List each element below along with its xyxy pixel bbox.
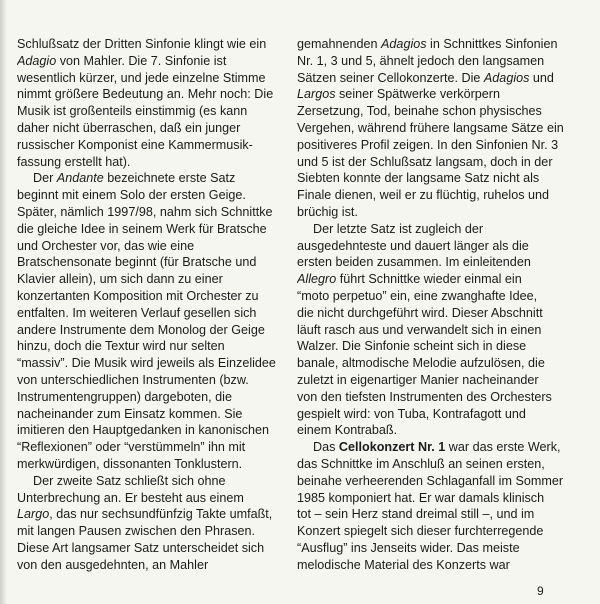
text-run: Bratschensonate beginnt (für Bratsche und [17,255,257,270]
text-run: die gleiche Idee in seinem Werk für Bratsche [17,221,267,236]
text-line [297,355,593,372]
text-run: Später, nämlich 1997/98, nahm sich Schnittke [17,204,273,219]
text-line [297,473,593,490]
text-run: russischer Komponist eine Kammermusik- [17,137,253,152]
text-run: von den ausgedehnten, an Mahler [17,557,209,572]
text-run: war das erste Werk, [445,440,561,455]
text-run: von den tiefsten Instrumenten des Orchesters [297,389,552,404]
text-line [17,473,287,490]
text-run: und Orchester vor, das wie eine [17,238,195,253]
text-line [17,170,287,187]
text-line [297,540,593,557]
italic-term: Adagios [381,37,427,51]
text-line [297,137,593,154]
text-line [297,557,593,574]
text-line [17,36,287,53]
text-line [17,137,287,154]
text-run: melodische Material des Konzerts war [297,557,510,572]
text-run: “massiv”. Die Musik wird jeweils als Einzelidee [17,356,276,371]
text-run: gemahnenden [297,37,382,51]
text-run: merkwürdigen, dissonanten Tonklustern. [17,456,243,471]
text-line [17,523,287,540]
left-text-column [17,36,287,574]
text-run: “Ausflug” ins Jenseits wider. Das meiste [297,540,520,555]
text-line [17,238,287,255]
binding-gutter-shadow [0,0,7,604]
text-line [297,406,593,423]
text-run: 1985 komponiert hat. Er war damals klinisch [297,490,545,505]
text-line [17,70,287,87]
text-run: hinzu, doch die Textur wird nur selten [17,339,225,354]
text-line [17,557,287,574]
text-run: Diese Art langsamer Satz unterscheidet sich [17,540,265,555]
text-line [17,288,287,305]
text-run: positiveres Profil zeigen. In den Sinfonien Nr. 3 [297,137,559,152]
text-run: tot – sein Herz stand dreimal still –, und im [297,507,535,522]
text-run: von Mahler. Die 7. Sinfonie ist [56,53,227,68]
text-run: Sätzen seiner Cellokonzerte. Die [297,70,484,85]
text-line [17,540,287,557]
text-run: Instrumentengruppen) dargeboten, die [17,389,232,404]
text-line [297,288,593,305]
text-line [297,204,593,221]
text-line [297,120,593,137]
text-line [297,187,593,204]
text-line [297,439,593,456]
text-run: seiner Spätwerke verkörpern [335,87,501,102]
text-run: Der zweite Satz schließt sich ohne [33,473,226,488]
text-run: Nr. 1, 3 und 5, ähnelt jedoch den langsamen [297,53,545,68]
text-line [297,254,593,271]
text-run: beinahe verheerenden Schlaganfall im Sommer [297,473,564,488]
text-run: von unterschiedlichen Instrumenten (bzw. [17,372,249,387]
text-line [297,103,593,120]
text-line [17,355,287,372]
text-line [297,271,593,288]
text-run: daher nicht überraschen, daß ein junger [17,120,241,135]
text-line [17,490,287,507]
text-line [297,506,593,523]
text-line [297,305,593,322]
italic-term: Andante [56,171,104,186]
text-run: Walzer. Die Sinfonie scheint sich in diese [297,339,527,354]
text-line [17,120,287,137]
text-run: ausgedehnteste und dauert länger als die [297,238,529,253]
text-line [297,338,593,355]
text-line [17,221,287,238]
text-line [297,154,593,171]
text-run: Das [313,440,339,455]
text-line [17,103,287,120]
right-text-column [297,36,593,574]
text-line [17,439,287,456]
text-run: zuletzt in eigenartiger Manier nacheinander [297,372,539,387]
text-line [297,53,593,70]
text-run: ersten beiden zusammen. Im einleitenden [297,255,531,270]
text-run: das Schnittke im Anschluß an seinen ersten, [297,456,545,471]
text-line [297,221,593,238]
text-line [17,456,287,473]
text-run: Klavier allein), um sich dann zu einer [17,272,223,287]
text-run: Siebten konnte der langsame Satz nicht als [297,171,540,186]
text-line [17,406,287,423]
text-line [17,86,287,103]
italic-term: Adagios [483,70,530,85]
italic-term: Adagio [17,53,57,68]
italic-term: Allegro [297,272,337,287]
text-line [17,204,287,221]
text-run: nimmt größere Bedeutung an. Mehr noch: Die [17,87,274,102]
text-run: beginnt mit einem Solo der ersten Geige. [17,188,246,203]
text-line [297,322,593,339]
text-run: gespielt wird: von Tuba, Kontrafagott und [297,406,526,421]
text-run: mit langen Pausen zwischen den Phrasen. [17,524,256,539]
text-run: , das nur sechsundfünfzig Takte umfaßt, [49,507,273,522]
text-run: bezeichnete erste Satz [103,171,236,186]
text-line [17,389,287,406]
text-line [297,456,593,473]
text-line [297,490,593,507]
text-line [17,271,287,288]
text-line [297,523,593,540]
italic-term: Largo [17,507,50,522]
text-run: Vergehen, während frühere langsame Sätze ein [297,120,564,135]
text-run: und [529,70,554,85]
text-run: führt Schnittke wieder einmal ein [336,272,522,287]
bold-title: Cellokonzert Nr. 1 [338,440,446,455]
text-run: in Schnittkes Sinfonien [426,37,558,51]
text-run: “Reflexionen” oder “verstümmeln” ihn mit [17,440,246,455]
text-run: andere Instrumente dem Monolog der Geige [17,322,265,337]
text-run: Zersetzung, Tod, beinahe schon physisches [297,104,542,119]
text-run: Schlußsatz der Dritten Sinfonie klingt wie ein [17,37,267,51]
text-line [297,170,593,187]
text-line [17,154,287,171]
text-run: Der letzte Satz ist zugleich der [313,221,484,236]
text-line [17,422,287,439]
text-run: banale, altmodische Melodie aufzulösen, die [297,356,545,371]
text-run: brüchig ist. [297,204,358,219]
text-run: und 5 ist der Schlußsatz langsam, doch in der [297,154,553,169]
italic-term: Largos [297,87,336,102]
text-line [17,322,287,339]
text-run: fassung erstellt hat). [17,154,131,169]
text-run: “moto perpetuo” ein, eine zwanghafte Idee, [297,288,538,303]
text-line [297,389,593,406]
text-line [297,36,593,53]
text-run: einem Kontrabaß. [297,423,398,438]
text-run: Finale dienen, weil er zu flüchtig, ruhelos und [297,188,550,203]
text-run: entfalten. Im weiteren Verlauf gesellen sich [17,305,257,320]
text-run: Unterbrechung an. Er besteht aus einem [17,490,244,505]
text-line [297,238,593,255]
text-run: Musik ist großenteils einstimmig (es kann [17,104,248,119]
text-line [17,53,287,70]
text-run: imitieren den Hauptgedanken in kanonischen [17,423,270,438]
text-line [17,187,287,204]
page-number: 9 [537,584,544,598]
text-run: nacheinander zum Einsatz kommen. Sie [17,406,243,421]
text-line [17,372,287,389]
text-run: Konzert spiegelt sich dieser furchterregende [297,524,544,539]
text-line [17,305,287,322]
text-run: Der [33,171,57,186]
text-line [297,372,593,389]
text-line [17,254,287,271]
text-run: läuft rasch aus und verwandelt sich in einen [297,322,542,337]
text-line [297,86,593,103]
text-line [297,70,593,87]
text-line [17,338,287,355]
text-run: die nicht durchgeführt wird. Dieser Abschnitt [297,305,543,320]
text-line [17,506,287,523]
text-line [297,422,593,439]
text-run: wesentlich kürzer, und jede einzelne Stimme [17,70,266,85]
text-run: konzertanten Komposition mit Orchester zu [17,288,259,303]
